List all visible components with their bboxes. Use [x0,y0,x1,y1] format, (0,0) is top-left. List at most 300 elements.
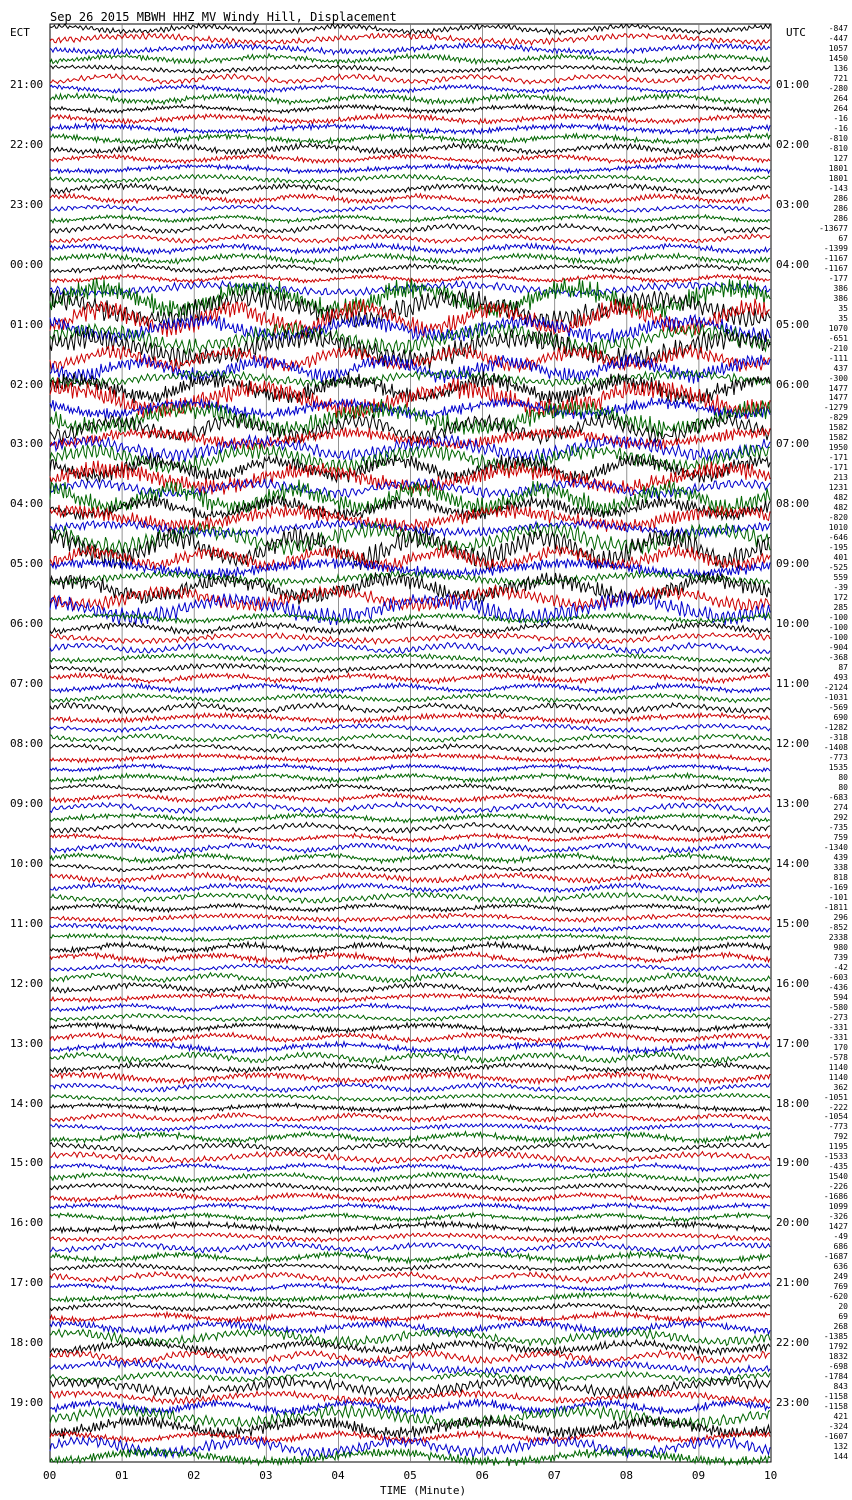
trace-scale-value: 1099 [828,1202,848,1212]
x-tick-label: 01 [115,1469,129,1482]
left-hour-label: 21:00 [10,77,44,91]
trace-scale-value: 264 [833,93,848,103]
left-hour-label: 00:00 [10,257,44,271]
left-hour-label: 16:00 [10,1216,44,1230]
trace-scale-value: 2338 [828,932,848,942]
right-hour-label: 22:00 [776,1336,810,1350]
trace-scale-value: -42 [833,962,848,972]
seismic-trace [50,744,770,753]
right-hour-label: 10:00 [776,617,810,631]
trace-scale-value: -171 [828,453,848,463]
right-hour-label: 05:00 [776,317,810,331]
seismic-trace [50,264,770,274]
trace-scale-value: 1140 [828,1072,848,1082]
trace-scale-value: -1031 [823,693,848,703]
x-axis-label: TIME (Minute) [380,1484,467,1497]
trace-scale-value: -1051 [823,1092,848,1102]
x-tick-label: 09 [691,1469,706,1482]
trace-scale-value: -436 [828,982,848,992]
trace-scale-value: -580 [828,1002,848,1012]
seismic-trace [50,1072,770,1083]
trace-scale-value: 20 [838,1302,848,1312]
seismic-trace [50,834,770,843]
seismic-trace [50,370,770,387]
trace-scale-value: 482 [833,503,848,513]
seismic-trace [50,123,770,134]
seismic-trace [50,784,770,793]
trace-scale-value: 286 [833,193,848,203]
trace-scale-value: -100 [828,633,848,643]
seismic-trace [50,1143,770,1153]
seismic-trace [50,1203,770,1212]
seismic-trace [50,1329,770,1346]
trace-scale-value: -300 [828,373,848,383]
seismic-trace [50,1263,770,1271]
left-hour-label: 01:00 [10,317,44,331]
trace-scale-value: 1010 [828,523,848,533]
trace-scale-value: 421 [833,1412,848,1422]
left-hour-label: 18:00 [10,1336,44,1350]
seismic-trace [50,853,770,864]
trace-scale-value: 690 [833,713,848,723]
trace-scale-value: 721 [833,73,848,83]
trace-scale-value: -852 [828,922,848,932]
seismic-trace [50,24,770,35]
trace-scale-value: 1540 [828,1172,848,1182]
right-hour-label: 20:00 [776,1216,810,1230]
seismic-trace [50,802,770,813]
seismic-trace [50,642,770,654]
trace-scale-value: 286 [833,213,848,223]
trace-scale-value: 264 [833,103,848,113]
right-hour-label: 16:00 [776,976,810,990]
left-hour-label: 22:00 [10,137,44,151]
trace-scale-value: -435 [828,1162,848,1172]
seismic-trace [50,194,770,204]
trace-scale-value: -1167 [823,263,848,273]
trace-scale-value: -698 [828,1362,848,1372]
trace-scale-value: 386 [833,283,848,293]
x-tick-label: 10 [764,1469,778,1482]
trace-scale-value: -1385 [823,1332,848,1342]
seismic-trace [50,934,770,942]
right-hour-label: 18:00 [776,1096,810,1110]
right-hour-label: 01:00 [776,77,810,91]
right-hour-label: 07:00 [776,437,810,451]
trace-scale-value: 843 [833,1382,848,1392]
seismic-trace [50,1103,770,1112]
seismic-trace [50,1052,770,1064]
right-hour-label: 08:00 [776,497,810,511]
trace-scale-value: 80 [838,782,848,792]
trace-scale-value: 292 [833,812,848,822]
trace-scale-value: -39 [833,583,848,593]
trace-scale-value: 127 [833,153,848,163]
trace-scale-value: 35 [838,303,848,313]
trace-scale-value: -169 [828,882,848,892]
seismic-trace [50,982,770,993]
seismic-trace [50,480,770,518]
trace-scale-value: -326 [828,1212,848,1222]
trace-scale-value: 1582 [828,423,848,433]
trace-scale-value: 759 [833,832,848,842]
trace-scale-value: -280 [828,83,848,93]
left-timezone-label: ECT [10,26,30,39]
trace-scale-value: -143 [828,183,848,193]
seismic-trace [50,253,770,264]
trace-scale-value: 769 [833,1282,848,1292]
trace-scale-value: -847 [828,24,848,33]
seismic-trace [50,713,770,724]
seismic-trace [50,683,770,693]
trace-scale-value: 1477 [828,383,848,393]
trace-scale-value: 1195 [828,1142,848,1152]
trace-scale-value: 818 [833,872,848,882]
seismic-trace [50,993,770,1002]
left-hour-label: 04:00 [10,497,44,511]
trace-scale-value: 1582 [828,433,848,443]
x-tick-label: 04 [331,1469,345,1482]
trace-scale-value: 285 [833,603,848,613]
right-hour-label: 02:00 [776,137,810,151]
right-hour-label: 17:00 [776,1036,810,1050]
x-tick-label: 07 [547,1469,561,1482]
trace-scale-value: -2124 [823,683,848,693]
trace-scale-value: -331 [828,1032,848,1042]
trace-scale-value: -100 [828,613,848,623]
trace-scale-value: 286 [833,203,848,213]
seismic-trace [50,622,770,634]
seismic-trace [50,1183,770,1192]
seismic-trace [50,234,770,243]
seismic-trace [50,703,770,714]
x-tick-label: 06 [475,1469,489,1482]
seismic-trace [50,85,770,94]
seismic-trace [50,215,770,223]
seismic-trace [50,942,770,953]
left-hour-label: 10:00 [10,856,44,870]
right-hour-label: 03:00 [776,197,810,211]
left-hour-label: 15:00 [10,1156,44,1170]
trace-scale-value: 170 [833,1042,848,1052]
right-hour-label: 15:00 [776,916,810,930]
seismic-trace [50,1062,770,1072]
left-hour-label: 08:00 [10,737,44,750]
seismic-trace [50,964,770,972]
seismic-trace [50,134,770,144]
trace-scale-value: -226 [828,1182,848,1192]
right-hour-label: 11:00 [776,677,810,691]
trace-scale-value: -171 [828,463,848,473]
seismic-trace [50,734,770,743]
seismic-trace [50,1252,770,1263]
seismic-trace [50,1272,770,1283]
trace-scale-value: -195 [828,543,848,553]
trace-scale-value: 1427 [828,1222,848,1232]
seismic-trace [50,224,770,234]
seismic-trace [50,65,770,73]
trace-scale-value: -620 [828,1292,848,1302]
trace-scale-value: -829 [828,413,848,423]
trace-scale-value: -646 [828,533,848,543]
seismic-trace [50,93,770,104]
trace-scale-value: 362 [833,1082,848,1092]
seismic-trace [50,1312,770,1323]
trace-scale-value: 1535 [828,762,848,772]
left-hour-label: 02:00 [10,377,44,391]
trace-scale-value: 792 [833,1132,848,1142]
seismic-trace [50,794,770,803]
trace-scale-value: 69 [838,1312,848,1322]
seismic-trace [50,843,770,854]
trace-scale-value: -735 [828,822,848,832]
trace-scale-value: 636 [833,1262,848,1272]
trace-scale-value: 1801 [828,163,848,173]
trace-scale-value: 1231 [828,483,848,493]
seismic-trace [50,1003,770,1012]
seismic-trace [50,453,770,484]
chart-title: Sep 26 2015 MBWH HHZ MV Windy Hill, Displacement [50,10,397,24]
right-hour-label: 21:00 [776,1276,810,1290]
seismic-trace [50,892,770,903]
seismic-trace [50,654,770,664]
trace-scale-value: -318 [828,733,848,742]
trace-scale-value: -273 [828,1012,848,1022]
seismic-trace [50,1303,770,1312]
seismic-trace [50,1213,770,1222]
left-hour-label: 19:00 [10,1396,44,1410]
seismic-trace [50,1094,770,1102]
trace-scale-value: 980 [833,942,848,952]
seismic-trace [50,496,770,521]
trace-scale-value: -16 [833,113,848,123]
trace-scale-value: -1158 [823,1392,848,1402]
trace-scale-value: -578 [828,1052,848,1062]
trace-scale-value: 1832 [828,1352,848,1362]
right-hour-label: 09:00 [776,557,810,571]
trace-scale-value: 136 [833,63,848,73]
seismic-trace [50,1151,770,1163]
trace-scale-value: 1801 [828,173,848,183]
trace-scale-value: -773 [828,1122,848,1132]
trace-scale-value: -1399 [823,243,848,253]
trace-scale-value: -222 [828,1102,848,1112]
trace-scale-value: -525 [828,563,848,573]
left-hour-label: 12:00 [10,976,44,990]
trace-scale-value: 296 [833,912,848,922]
seismic-trace [50,1033,770,1043]
trace-scale-value: -177 [828,273,848,283]
trace-scale-value: 439 [833,852,848,862]
trace-scale-value: -101 [828,892,848,902]
seismic-trace [50,952,770,963]
right-hour-label: 06:00 [776,377,810,391]
trace-scale-value: 493 [833,673,848,683]
trace-scale-value: -1607 [823,1432,848,1442]
seismic-trace [50,244,770,255]
trace-scale-value: 1140 [828,1062,848,1072]
seismic-trace [50,883,770,893]
seismic-trace [50,275,770,283]
seismic-trace [50,74,770,84]
seismic-trace [50,154,770,164]
trace-scale-value: 686 [833,1242,848,1252]
right-timezone-label: UTC [786,26,806,39]
seismic-trace [50,54,770,64]
trace-scale-value: -13677 [819,223,848,233]
trace-scale-value: -773 [828,752,848,762]
trace-scale-value: -603 [828,972,848,982]
trace-scale-value: 482 [833,493,848,503]
right-hour-label: 04:00 [776,257,810,271]
left-hour-label: 11:00 [10,916,44,930]
trace-scale-value: 386 [833,293,848,303]
x-tick-label: 02 [187,1469,201,1482]
trace-scale-value: 132 [833,1442,848,1452]
seismic-trace [50,872,770,883]
left-hour-label: 03:00 [10,437,44,451]
seismic-trace [50,1023,770,1033]
trace-scale-value: -49 [833,1232,848,1242]
seismic-trace [50,184,770,195]
seismic-trace [50,114,770,125]
seismic-trace [50,724,770,733]
trace-scale-value: 401 [833,553,848,563]
trace-scale-value: 67 [838,233,848,243]
trace-scale-value: -210 [828,343,848,353]
seismic-trace [50,664,770,673]
seismic-trace [50,773,770,783]
seismic-trace [50,1013,770,1021]
trace-scale-value: 249 [833,1272,848,1282]
left-hour-label: 09:00 [10,796,44,810]
left-hour-label: 06:00 [10,617,44,631]
trace-scale-value: -1408 [823,743,848,752]
seismic-trace [50,864,770,872]
trace-scale-value: 559 [833,573,848,583]
trace-scale-value: 1057 [828,43,848,53]
seismic-trace [50,1124,770,1132]
trace-scale-value: -1054 [823,1112,848,1122]
seismic-trace [50,143,770,154]
seismic-trace [50,205,770,213]
seismic-trace [50,1113,770,1122]
trace-scale-value: -1687 [823,1252,848,1262]
trace-scale-value: 87 [838,663,848,673]
seismic-trace [50,1172,770,1182]
trace-scale-value: 1950 [828,443,848,453]
trace-scale-value: 80 [838,772,848,782]
right-hour-label: 12:00 [776,737,810,750]
seismic-trace [50,1222,770,1234]
trace-scale-value: -1340 [823,842,848,852]
trace-scale-value: -569 [828,703,848,713]
right-hour-label: 14:00 [776,856,810,870]
seismic-trace [50,1083,770,1093]
trace-scale-value: -100 [828,623,848,633]
seismic-trace [50,764,770,772]
trace-scale-value: 1070 [828,323,848,333]
seismic-trace [50,1292,770,1302]
seismic-trace [50,1242,770,1253]
x-tick-label: 08 [619,1469,634,1482]
left-hour-label: 13:00 [10,1036,44,1050]
seismic-trace [50,673,770,684]
trace-scale-value: 594 [833,992,848,1002]
trace-scale-value: 172 [833,593,848,603]
trace-scale-value: -1282 [823,723,848,733]
trace-scale-value: -1784 [823,1372,848,1382]
trace-scale-value: 213 [833,473,848,483]
trace-scale-value: -111 [828,353,848,363]
seismic-trace [50,972,770,983]
right-hour-label: 13:00 [776,796,810,810]
trace-scale-value: -810 [828,143,848,153]
seismic-trace [50,1193,770,1202]
x-tick-label: 05 [403,1469,417,1482]
left-hour-label: 07:00 [10,677,44,691]
trace-scale-value: -904 [828,643,848,653]
trace-scale-value: -368 [828,653,848,663]
trace-scale-value: -683 [828,792,848,802]
seismic-trace [50,1283,770,1292]
trace-scale-value: 1450 [828,53,848,63]
seismic-trace [50,43,770,55]
trace-scale-value: -447 [828,33,848,43]
seismic-trace [50,913,770,922]
trace-scale-value: -1279 [823,403,848,413]
trace-scale-value: -1686 [823,1192,848,1202]
seismic-trace [50,903,770,912]
seismic-trace [50,1350,770,1364]
seismic-trace [50,753,770,762]
trace-scale-value: 1477 [828,393,848,403]
seismic-trace [50,693,770,702]
trace-scale-value: 274 [833,802,848,812]
seismic-trace [50,633,770,644]
left-hour-label: 14:00 [10,1096,44,1110]
trace-scale-value: 144 [833,1452,848,1461]
trace-scale-value: -1158 [823,1402,848,1412]
trace-scale-value: 35 [838,313,848,323]
trace-scale-value: -331 [828,1022,848,1032]
x-tick-label: 00 [43,1469,57,1482]
seismic-trace [50,105,770,114]
seismic-trace [50,813,770,823]
trace-scale-value: -820 [828,513,848,523]
trace-scale-value: 739 [833,952,848,962]
trace-scale-value: -810 [828,133,848,143]
trace-scale-value: -1811 [823,902,848,912]
trace-scale-value: 437 [833,363,848,373]
seismic-trace [50,1233,770,1242]
trace-scale-value: -651 [828,333,848,343]
seismic-trace [50,174,770,183]
trace-scale-value: 338 [833,862,848,872]
seismic-trace [50,924,770,933]
seismic-trace [50,1163,770,1172]
seismic-trace [50,822,770,833]
trace-scale-value: -324 [828,1422,848,1432]
trace-scale-value: -1167 [823,253,848,263]
x-tick-label: 03 [259,1469,273,1482]
left-hour-label: 05:00 [10,557,44,571]
right-hour-label: 23:00 [776,1396,810,1410]
trace-scale-value: -16 [833,123,848,133]
trace-scale-value: -1533 [823,1152,848,1162]
seismic-trace [50,1431,770,1443]
left-hour-label: 23:00 [10,197,44,211]
